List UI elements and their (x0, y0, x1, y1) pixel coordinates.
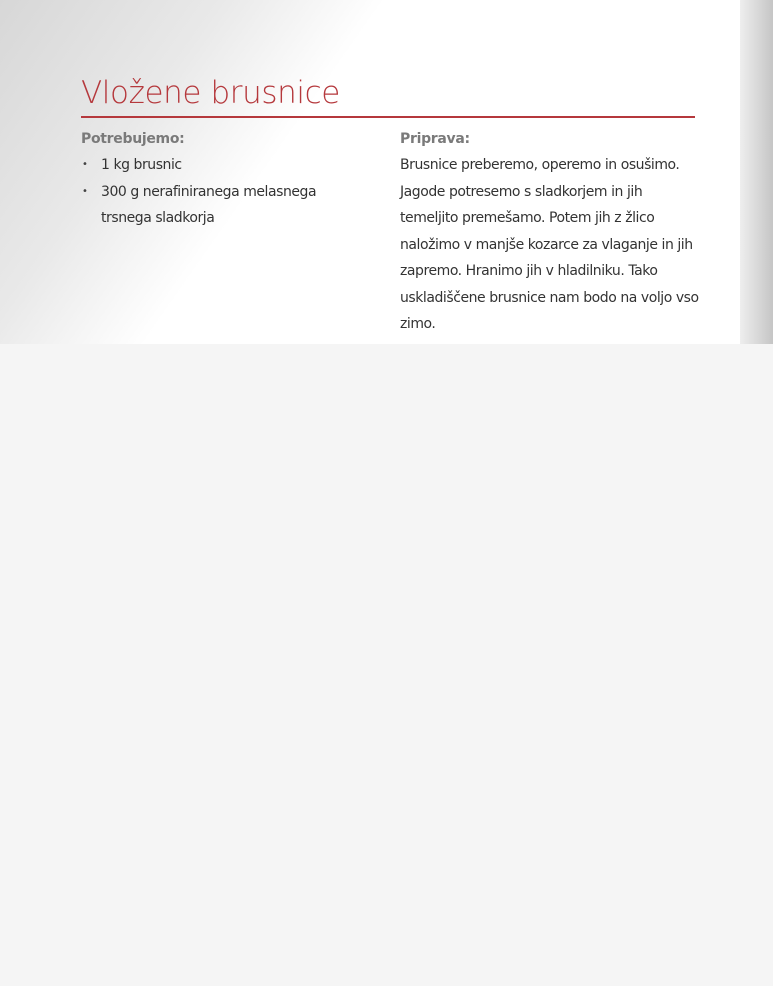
method-section (400, 126, 700, 338)
method-heading: Priprava: (400, 131, 470, 147)
method-text: Brusnice preberemo, operemo in osušimo. Jagode potresemo s sladkorjem in jih temeljito premešamo. Potem jih z žlico naložimo v manjše kozarce za vlaganje in jih zapremo. Hranimo jih v hladilniku. Tako uskladiščene brusnice nam bodo na voljo vso zimo. (400, 157, 699, 332)
ingredient-item (81, 179, 351, 232)
bullet-icon: • (82, 185, 88, 197)
recipe-title: Vložene brusnice (81, 75, 340, 111)
ingredient-text: 300 g nerafiniranega melasnega trsnega sladkorja (101, 183, 317, 226)
ingredient-item (81, 152, 351, 179)
ingredients-list (81, 152, 351, 232)
ingredients-section (81, 126, 351, 232)
recipe-card (0, 0, 773, 344)
ingredients-heading: Potrebujemo: (81, 131, 185, 147)
ingredient-text: 1 kg brusnic (101, 157, 182, 173)
title-divider (81, 116, 695, 118)
bullet-icon: • (82, 159, 88, 170)
page-edge-shadow (740, 0, 773, 344)
